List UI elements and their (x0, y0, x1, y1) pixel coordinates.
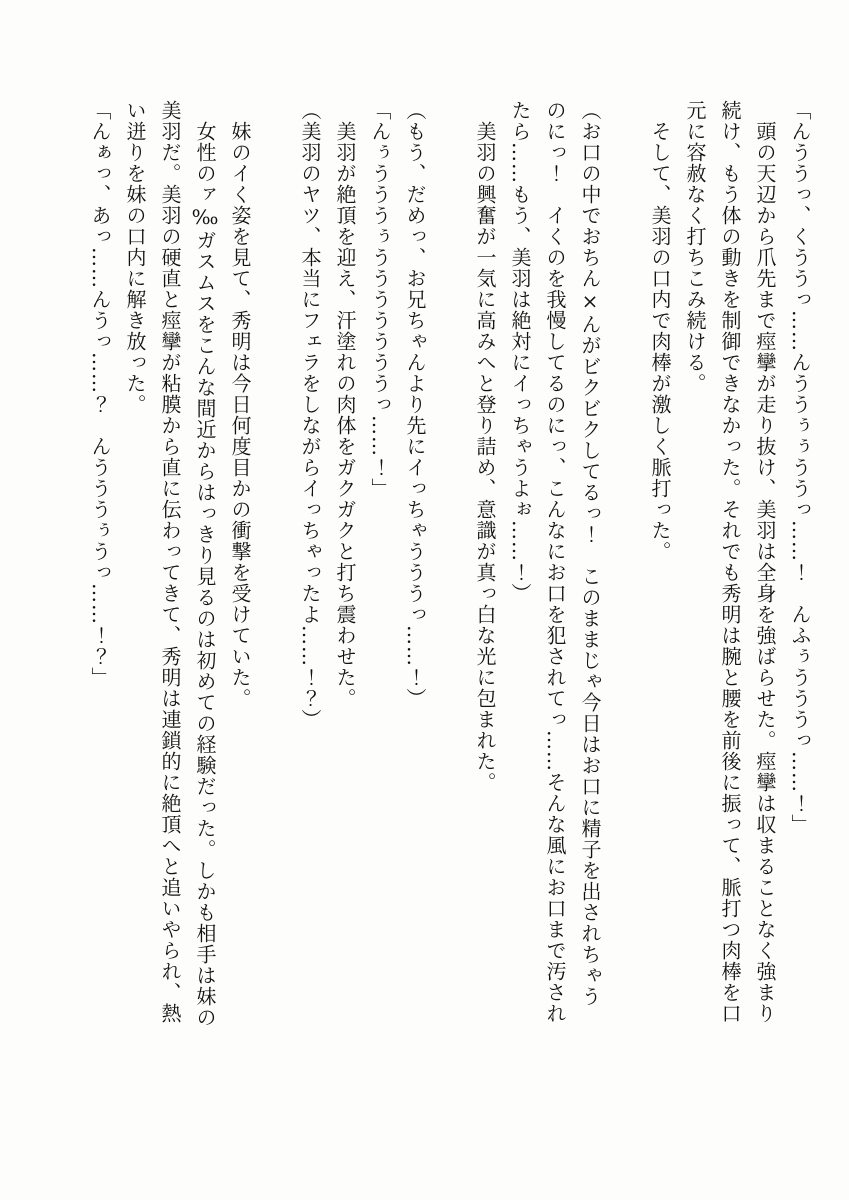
text-line: 妹のイく姿を見て、秀明は今日何度目かの衝撃を受けていた。 (228, 100, 252, 709)
text-line: そして、美羽の口内で肉棒が激しく脈打った。 (648, 100, 672, 562)
text-line: 「んぁっ、あっ……んうっ……？ んうううぅうっ……！？」 (88, 100, 112, 688)
blank-line (432, 100, 467, 1040)
text-line: 美羽だ。美羽の硬直と痙攣が粘膜から直に伝わってきて、秀明は連鎖的に絶頂へと追いやられ、熱 (158, 100, 182, 1024)
text-line: （もう、だめっ、お兄ちゃんより先にイっちゃうううっ……！） (403, 100, 427, 709)
text-line: 「んううっ、くううっ……んううぅぅううっ……！ んふぅうううっ……！」 (788, 100, 812, 835)
text-line: （お口の中でおちん×んがビクビクしてるっ！ このままじゃ今日はお口に精子を出されちゃう (578, 100, 602, 1007)
text-line: 「んぅうううぅうううううううっ……！」 (368, 100, 392, 499)
text-line: （美羽のヤツ、本当にフェラをしながらイっちゃったよ……！？） (298, 100, 322, 730)
text-line: 美羽が絶頂を迎え、汗塗れの肉体をガクガクと打ち震わせた。 (333, 100, 357, 709)
vertical-text-block (82, 100, 817, 1040)
text-line: 続け、もう体の動きを制御できなかった。それでも秀明は腕と腰を前後に振って、脈打つ肉棒を口 (718, 100, 742, 1024)
text-line: 美羽の興奮が一気に高みへと登り詰め、意識が真っ白な光に包まれた。 (473, 100, 497, 793)
text-line: 女性のァ‰ガスムスをこんな間近からはっきり見るのは初めての経験だった。しかも相手は妹の (193, 100, 217, 1028)
text-line: い迸りを妹の口内に解き放った。 (123, 100, 147, 415)
text-line: 頭の天辺から爪先まで痙攣が走り抜け、美羽は全身を強ばらせた。痙攣は収まることなく強まり (753, 100, 777, 1024)
text-line: 元に容赦なく打ちこみ続ける。 (683, 100, 707, 394)
blank-line (257, 100, 292, 1040)
text-line: のにっ！ イくのを我慢してるのにっ、こんなにお口を犯されてっ……そんな風にお口まで汚され (543, 100, 567, 1024)
blank-line (607, 100, 642, 1040)
text-line: たら……もう、美羽は絶対にイっちゃうよぉ……！） (508, 100, 532, 604)
